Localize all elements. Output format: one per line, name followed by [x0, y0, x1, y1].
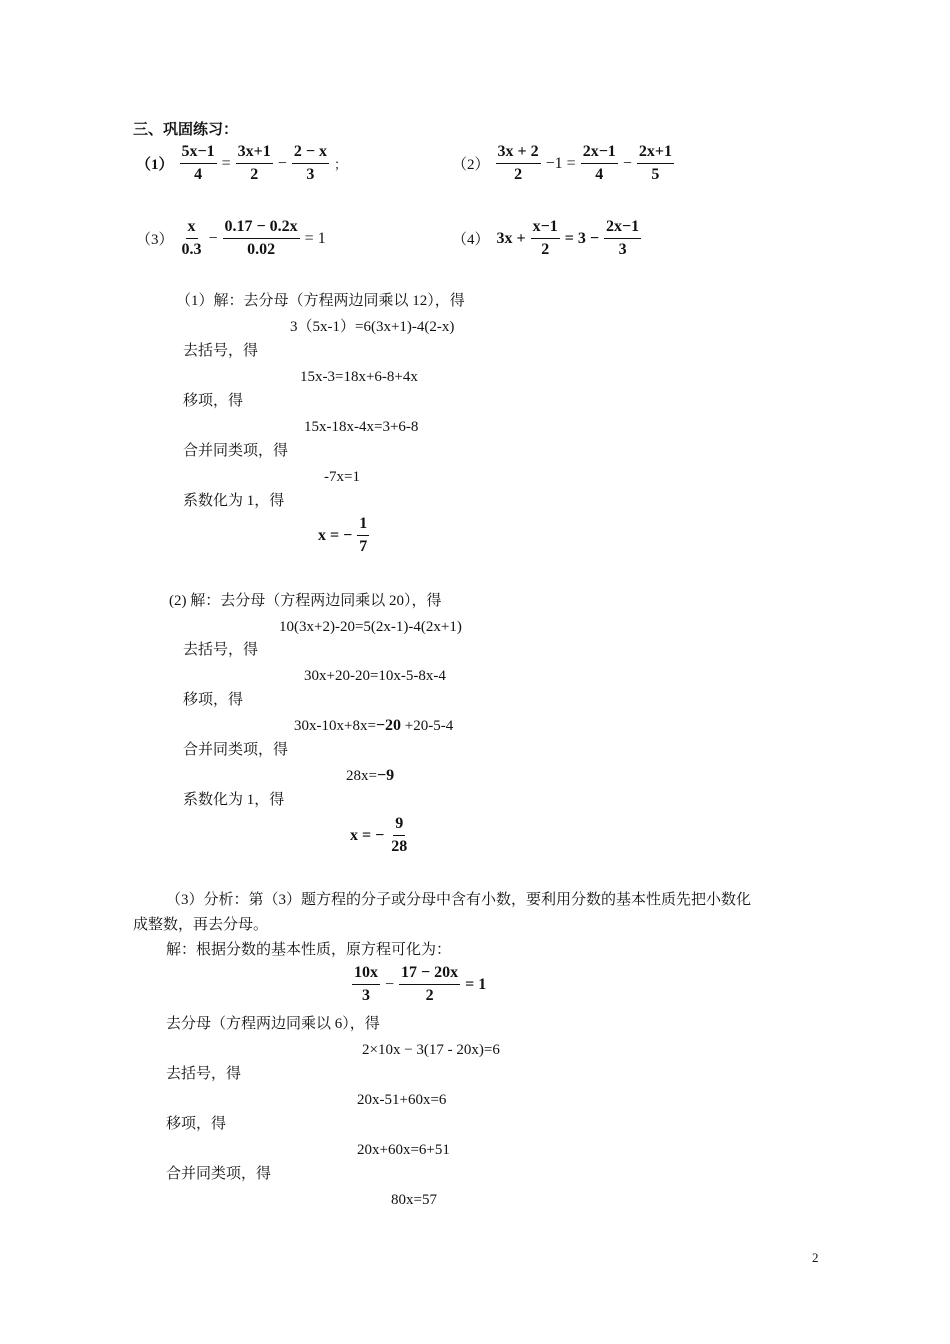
p2-num-1: 3x + 2 — [496, 143, 541, 164]
p3-op-2: = 1 — [304, 229, 326, 247]
sol1-answer-num: 1 — [357, 515, 369, 536]
p4-op-1: = 3 − — [564, 229, 599, 247]
sol2-answer-den: 28 — [391, 838, 408, 855]
sol2-answer-prefix: x = − — [350, 826, 385, 844]
sol1-step2: 去括号，得 — [183, 343, 259, 359]
page-number: 2 — [812, 1250, 819, 1265]
sol3-op-2: = 1 — [465, 975, 487, 993]
p1-den-3: 3 — [306, 166, 315, 183]
p3-op-1: − — [208, 229, 218, 247]
sol1-eq4: -7x=1 — [324, 469, 360, 485]
p4-den-2: 3 — [618, 241, 627, 258]
sol1-intro: （1）解：去分母（方程两边同乘以 12），得 — [176, 293, 465, 309]
sol3-fraction-1 — [352, 964, 380, 1005]
sol1-eq1: 3（5x-1）=6(3x+1)-4(2-x) — [290, 319, 455, 335]
section-heading: 三、巩固练习： — [133, 122, 239, 138]
p1-fraction-2 — [236, 143, 273, 184]
sol3-den-1: 3 — [362, 987, 370, 1004]
sol2-eq4 — [346, 766, 394, 786]
sol2-eq3-right: +20-5-4 — [401, 718, 454, 734]
problem-2-label: （2） — [452, 157, 490, 173]
p2-op-1: −1 = — [545, 154, 576, 172]
p1-tail: ； — [333, 157, 347, 172]
p3-den-1: 0.3 — [181, 241, 202, 258]
sol3-intro: 解：根据分数的基本性质，原方程可化为： — [166, 942, 452, 958]
p1-op-1: = — [221, 154, 231, 172]
p4-num-2: 2x−1 — [604, 218, 641, 239]
sol1-answer — [315, 515, 371, 556]
sol2-answer — [347, 815, 411, 856]
p3-num-2: 0.17 − 0.2x — [223, 218, 300, 239]
p2-den-1: 2 — [514, 166, 523, 183]
sol2-answer-fraction — [389, 815, 409, 856]
sol2-intro: (2) 解：去分母（方程两边同乘以 20），得 — [169, 593, 442, 609]
sol2-eq1: 10(3x+2)-20=5(2x-1)-4(2x+1) — [279, 619, 462, 635]
sol2-step3: 移项，得 — [183, 692, 244, 708]
sol2-eq4-right: −9 — [376, 767, 395, 784]
p3-fraction-1 — [180, 218, 204, 259]
sol3-fraction-2 — [399, 964, 460, 1005]
p2-op-2: − — [622, 154, 632, 172]
p2-den-3: 5 — [651, 166, 660, 183]
p2-fraction-2 — [581, 143, 618, 184]
p4-fraction-2 — [604, 218, 641, 259]
p1-fraction-3 — [292, 143, 329, 184]
p1-op-2: − — [277, 154, 287, 172]
p1-num-2: 3x+1 — [236, 143, 273, 164]
sol3-analysis-line-2: 成整数，再去分母。 — [133, 917, 269, 933]
sol1-answer-fraction — [357, 515, 369, 556]
problem-3 — [136, 218, 329, 259]
p2-num-3: 2x+1 — [637, 143, 674, 164]
sol2-eq3-left: 30x-10x+8x= — [294, 718, 376, 734]
p3-num-1: x — [186, 218, 198, 239]
p1-num-3: 2 − x — [292, 143, 329, 164]
p1-den-1: 4 — [194, 166, 203, 183]
p1-fraction-1 — [180, 143, 217, 184]
sol1-answer-prefix: x = − — [318, 526, 353, 544]
p4-pre: 3x + — [496, 229, 526, 247]
sol3-step4: 合并同类项，得 — [166, 1166, 272, 1182]
problem-4-label: （4） — [452, 232, 490, 248]
p3-fraction-2 — [223, 218, 300, 259]
sol2-answer-num: 9 — [393, 815, 405, 836]
sol3-step2: 去括号，得 — [166, 1066, 242, 1082]
p2-num-2: 2x−1 — [581, 143, 618, 164]
sol3-step1: 去分母（方程两边同乘以 6），得 — [166, 1016, 380, 1032]
problem-2 — [452, 143, 676, 184]
sol3-step3: 移项，得 — [166, 1116, 227, 1132]
sol3-op-1: − — [385, 975, 395, 993]
p2-fraction-3 — [637, 143, 674, 184]
problem-3-label: （3） — [136, 232, 174, 248]
sol3-num-2: 17 − 20x — [399, 964, 460, 985]
p3-den-2: 0.02 — [247, 241, 276, 258]
p4-fraction-1 — [531, 218, 560, 259]
p4-den-1: 2 — [541, 241, 550, 258]
p4-num-1: x−1 — [531, 218, 560, 239]
problem-1-label: （1） — [136, 157, 174, 173]
sol1-answer-den: 7 — [359, 538, 368, 555]
sol1-eq2: 15x-3=18x+6-8+4x — [300, 369, 418, 385]
sol3-eq4: 80x=57 — [391, 1192, 437, 1208]
sol2-eq3 — [294, 716, 453, 736]
sol3-eq2: 20x-51+60x=6 — [357, 1092, 447, 1108]
problem-1 — [136, 143, 350, 184]
p2-den-2: 4 — [595, 166, 604, 183]
p2-fraction-1 — [496, 143, 541, 184]
p1-num-1: 5x−1 — [180, 143, 217, 164]
sol3-eq3: 20x+60x=6+51 — [357, 1142, 450, 1158]
sol2-step5: 系数化为 1，得 — [183, 792, 285, 808]
sol2-eq4-left: 28x= — [346, 768, 377, 784]
sol3-den-2: 2 — [425, 987, 434, 1004]
sol2-step4: 合并同类项，得 — [183, 742, 289, 758]
sol3-eq1: 2×10x − 3(17 - 20x)=6 — [362, 1042, 500, 1058]
sol1-step5: 系数化为 1，得 — [183, 493, 285, 509]
sol1-step3: 移项，得 — [183, 393, 244, 409]
sol2-eq2: 30x+20-20=10x-5-8x-4 — [304, 668, 446, 684]
sol1-step4: 合并同类项，得 — [183, 443, 289, 459]
problem-4 — [452, 218, 643, 259]
sol3-num-1: 10x — [352, 964, 380, 985]
sol2-step2: 去括号，得 — [183, 642, 259, 658]
p1-den-2: 2 — [250, 166, 259, 183]
sol3-transformed-equation — [350, 964, 489, 1005]
sol2-eq3-term: −20 — [375, 717, 402, 734]
sol1-eq3: 15x-18x-4x=3+6-8 — [304, 419, 419, 435]
sol3-analysis-line-1: （3）分析：第（3）题方程的分子或分母中含有小数，要利用分数的基本性质先把小数化 — [166, 892, 752, 908]
